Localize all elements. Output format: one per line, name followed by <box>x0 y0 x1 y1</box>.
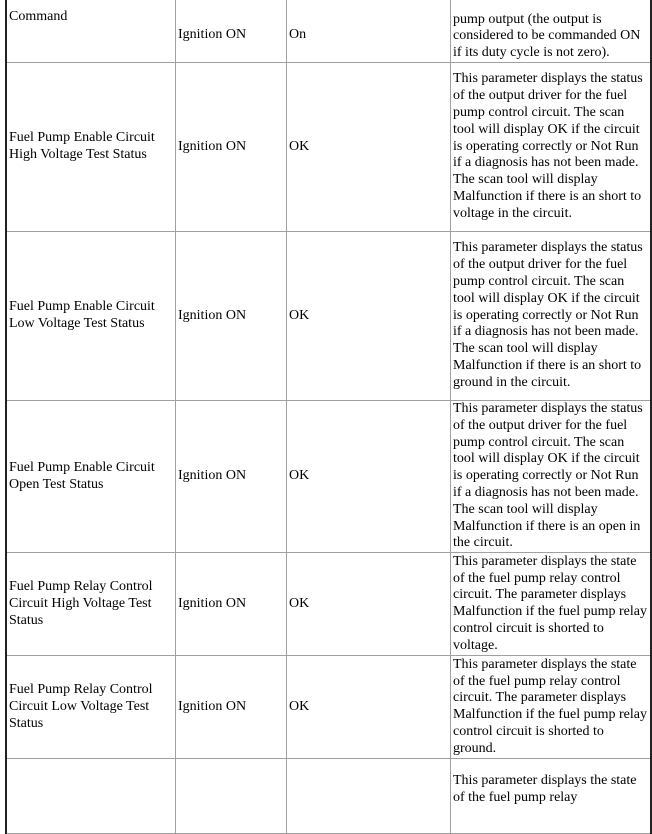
description-cell: This parameter displays the state of the fuel pump relay control circuit. The parameter displays Malfunction if the fuel pump relay control circuit is shorted to voltage. <box>451 553 652 656</box>
description-cell: This parameter displays the status of the output driver for the fuel pump control circuit. The scan tool will display OK if the circuit is operating correctly or Not Run if a diagnosis has not been made. The scan tool will display Malfunction if there is an short to voltage in the circuit. <box>451 63 652 232</box>
condition-cell: Ignition ON <box>176 0 287 63</box>
condition-cell: Ignition ON <box>176 401 287 553</box>
table-row <box>6 401 651 553</box>
parameter-cell: Fuel Pump Enable Circuit Low Voltage Test Status <box>6 232 176 401</box>
condition-cell: Ignition ON <box>176 232 287 401</box>
condition-cell: Ignition ON <box>176 656 287 759</box>
condition-cell: Ignition ON <box>176 63 287 232</box>
description-cell: This parameter displays the status of the output driver for the fuel pump control circuit. The scan tool will display OK if the circuit is operating correctly or Not Run if a diagnosis has not been made. The scan tool will display Malfunction if there is an open in the circuit. <box>451 401 652 553</box>
value-cell: OK <box>287 656 451 759</box>
parameter-cell: Command <box>6 0 176 63</box>
table-row <box>6 63 651 232</box>
table-row <box>6 0 651 63</box>
table-row <box>6 759 651 834</box>
description-cell: This parameter displays the status of the output driver for the fuel pump control circuit. The scan tool will display OK if the circuit is operating correctly or Not Run if a diagnosis has not been made. The scan tool will display Malfunction if there is an short to ground in the circuit. <box>451 232 652 401</box>
value-cell: OK <box>287 401 451 553</box>
parameter-cell: Fuel Pump Relay Control Circuit Low Voltage Test Status <box>6 656 176 759</box>
table-row <box>6 553 651 656</box>
parameter-cell: Fuel Pump Enable Circuit Open Test Status <box>6 401 176 553</box>
condition-cell <box>176 759 287 834</box>
value-cell <box>287 759 451 834</box>
description-cell: This parameter displays the state of the fuel pump relay control circuit. The parameter displays Malfunction if the fuel pump relay control circuit is shorted to ground. <box>451 656 652 759</box>
value-cell: OK <box>287 63 451 232</box>
parameter-cell <box>6 759 176 834</box>
value-cell: OK <box>287 232 451 401</box>
table-row <box>6 656 651 759</box>
table-row <box>6 232 651 401</box>
scan-tool-parameter-table <box>5 0 652 834</box>
value-cell: On <box>287 0 451 63</box>
parameter-cell: Fuel Pump Enable Circuit High Voltage Test Status <box>6 63 176 232</box>
condition-cell: Ignition ON <box>176 553 287 656</box>
parameter-cell: Fuel Pump Relay Control Circuit High Voltage Test Status <box>6 553 176 656</box>
value-cell: OK <box>287 553 451 656</box>
description-cell: This parameter displays the state of the fuel pump relay <box>451 759 652 834</box>
description-cell: pump output (the output is considered to be commanded ON if its duty cycle is not zero). <box>451 0 652 63</box>
